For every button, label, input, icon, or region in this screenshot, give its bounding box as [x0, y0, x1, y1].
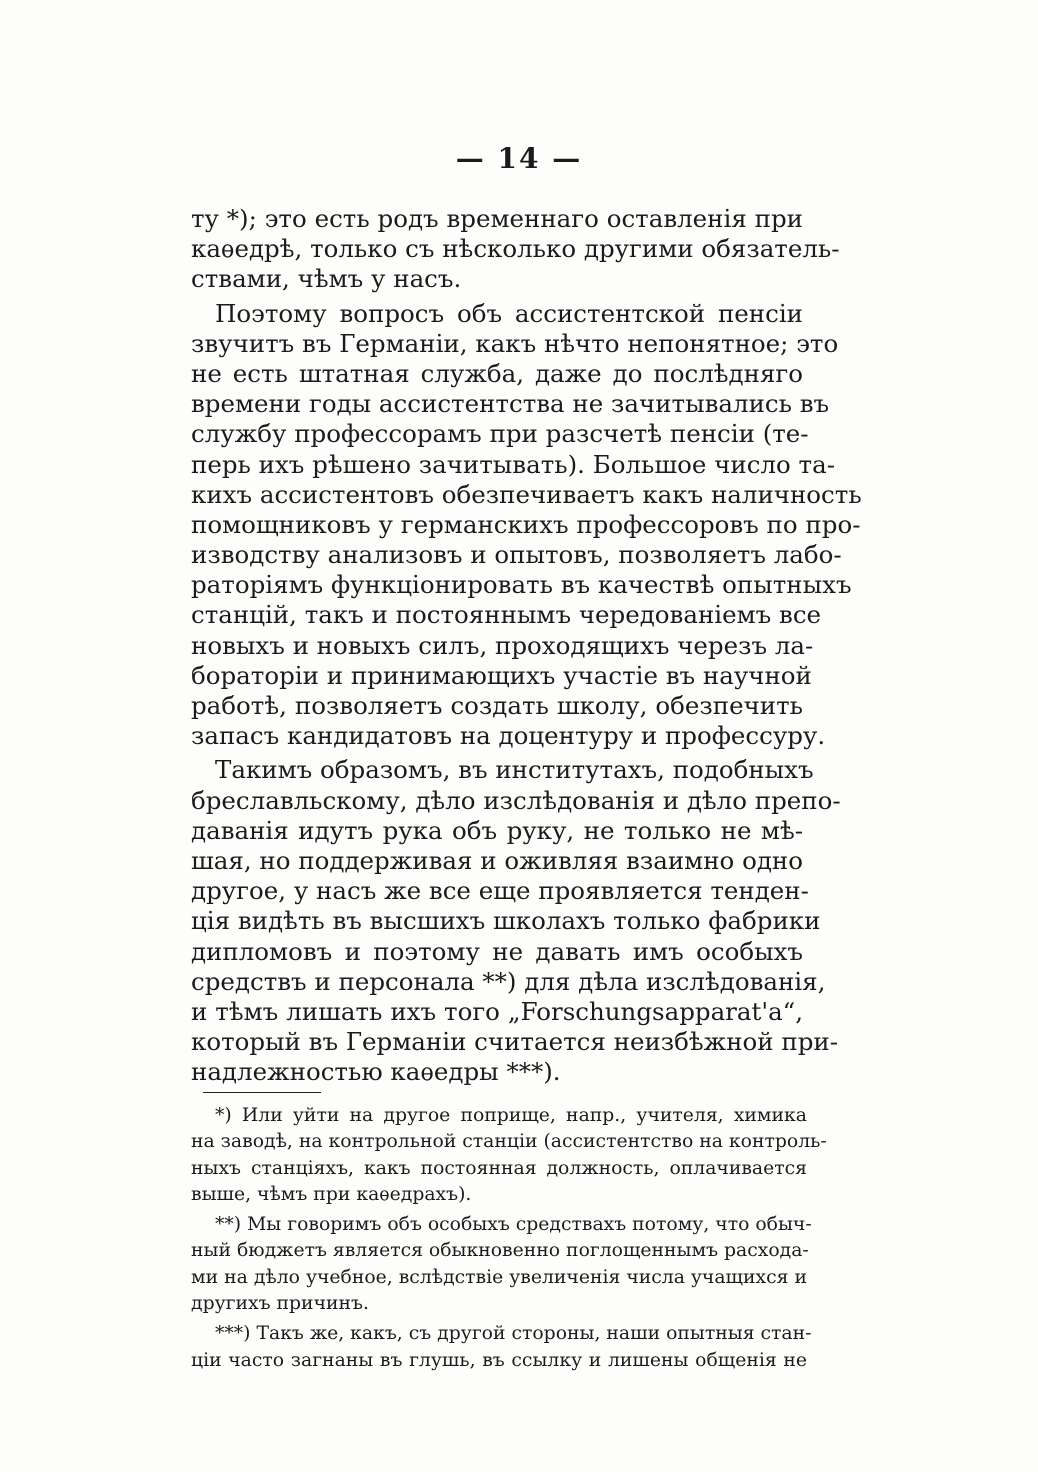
text-line: раторіямъ функціонировать въ качествѣ опытныхъ	[191, 570, 852, 600]
text-line: ція видѣть въ высшихъ школахъ только фабрики	[191, 906, 821, 936]
paragraph	[191, 204, 840, 295]
text-line: надлежностью каѳедры ***).	[191, 1057, 561, 1087]
text-line: ту *); это есть родъ временнаго оставленія при	[191, 204, 803, 233]
footnote-line: ціи часто загнаны въ глушь, въ ссылку и лишены общенія не	[191, 1349, 807, 1371]
footnotes	[191, 1103, 827, 1374]
text-line: каѳедрѣ, только съ нѣсколько другими обязатель-	[191, 234, 840, 264]
footnote	[191, 1103, 827, 1208]
footnote-line: ныхъ станціяхъ, какъ постоянная должность, оплачивается	[191, 1157, 807, 1179]
text-line: кихъ ассистентовъ обезпечиваетъ какъ наличность	[191, 479, 862, 509]
paragraph	[191, 298, 862, 752]
text-line: изводству анализовъ и опытовъ, позволяетъ лабо-	[191, 540, 842, 570]
text-line: бреславльскому, дѣло изслѣдованія и дѣло препо-	[191, 785, 841, 815]
text-line: станцій, такъ и постояннымъ чередованіемъ все	[191, 600, 822, 630]
text-line: перь ихъ рѣшено зачитывать). Большое число та-	[191, 449, 835, 479]
text-line: звучитъ въ Германіи, какъ нѣчто непонятное; это	[191, 328, 839, 358]
text-line: и тѣмъ лишать ихъ того „Forschungsapparat'a“,	[191, 996, 803, 1026]
text-line: шая, но поддерживая и оживляя взаимно одно	[191, 845, 803, 875]
text-line: запасъ кандидатовъ на доцентуру и профессуру.	[191, 721, 826, 751]
footnote-line: *) Или уйти на другое поприще, напр., учителя, химика	[215, 1105, 807, 1126]
footnote	[191, 1321, 812, 1374]
text-line: ствами, чѣмъ у насъ.	[191, 264, 462, 294]
footnote-line: ***) Такъ же, какъ, съ другой стороны, наши опытныя стан-	[215, 1323, 812, 1345]
footnote-line: **) Мы говоримъ объ особыхъ средствахъ потому, что обыч-	[215, 1214, 812, 1236]
paragraph	[191, 755, 841, 1087]
text-line: который въ Германіи считается неизбѣжной при-	[191, 1027, 839, 1057]
footnote-line: ный бюджетъ является обыкновенно поглощеннымъ расхода-	[191, 1240, 809, 1262]
text-line: новыхъ и новыхъ силъ, проходящихъ черезъ ла-	[191, 630, 814, 660]
text-line: не есть штатная служба, даже до послѣдняго	[191, 358, 803, 388]
body-text	[191, 204, 862, 1087]
footnote-line: выше, чѣмъ при каѳедрахъ).	[191, 1183, 472, 1205]
text-line: бораторіи и принимающихъ участіе въ научной	[191, 660, 812, 690]
text-line: помощниковъ у германскихъ профессоровъ по про-	[191, 509, 861, 539]
text-line: времени годы ассистентства не зачитывались въ	[191, 389, 830, 419]
footnote-line: на заводѣ, на контрольной станціи (ассистентство на контроль-	[191, 1131, 827, 1153]
footnote-line: другихъ причинъ.	[191, 1293, 369, 1315]
footnote	[191, 1212, 812, 1317]
text-line: службу профессорамъ при разсчетѣ пенсіи (те-	[191, 419, 809, 449]
footnote-line: ми на дѣло учебное, вслѣдствіе увеличенія числа учащихся и	[191, 1266, 807, 1288]
text-line: Такимъ образомъ, въ институтахъ, подобныхъ	[215, 755, 814, 785]
footnote-divider	[203, 1092, 321, 1093]
text-line: работѣ, позволяетъ создать школу, обезпечить	[191, 691, 803, 720]
text-line: даванія идутъ рука объ руку, не только не мѣ-	[191, 815, 803, 845]
text-line: средствъ и персонала **) для дѣла изслѣдованія,	[191, 966, 826, 996]
page-number: — 14 —	[455, 142, 583, 175]
text-line: Поэтому вопросъ объ ассистентской пенсіи	[215, 298, 803, 328]
text-line: дипломовъ и поэтому не давать имъ особыхъ	[191, 936, 803, 966]
text-line: другое, у насъ же все еще проявляется тенден-	[191, 876, 809, 906]
